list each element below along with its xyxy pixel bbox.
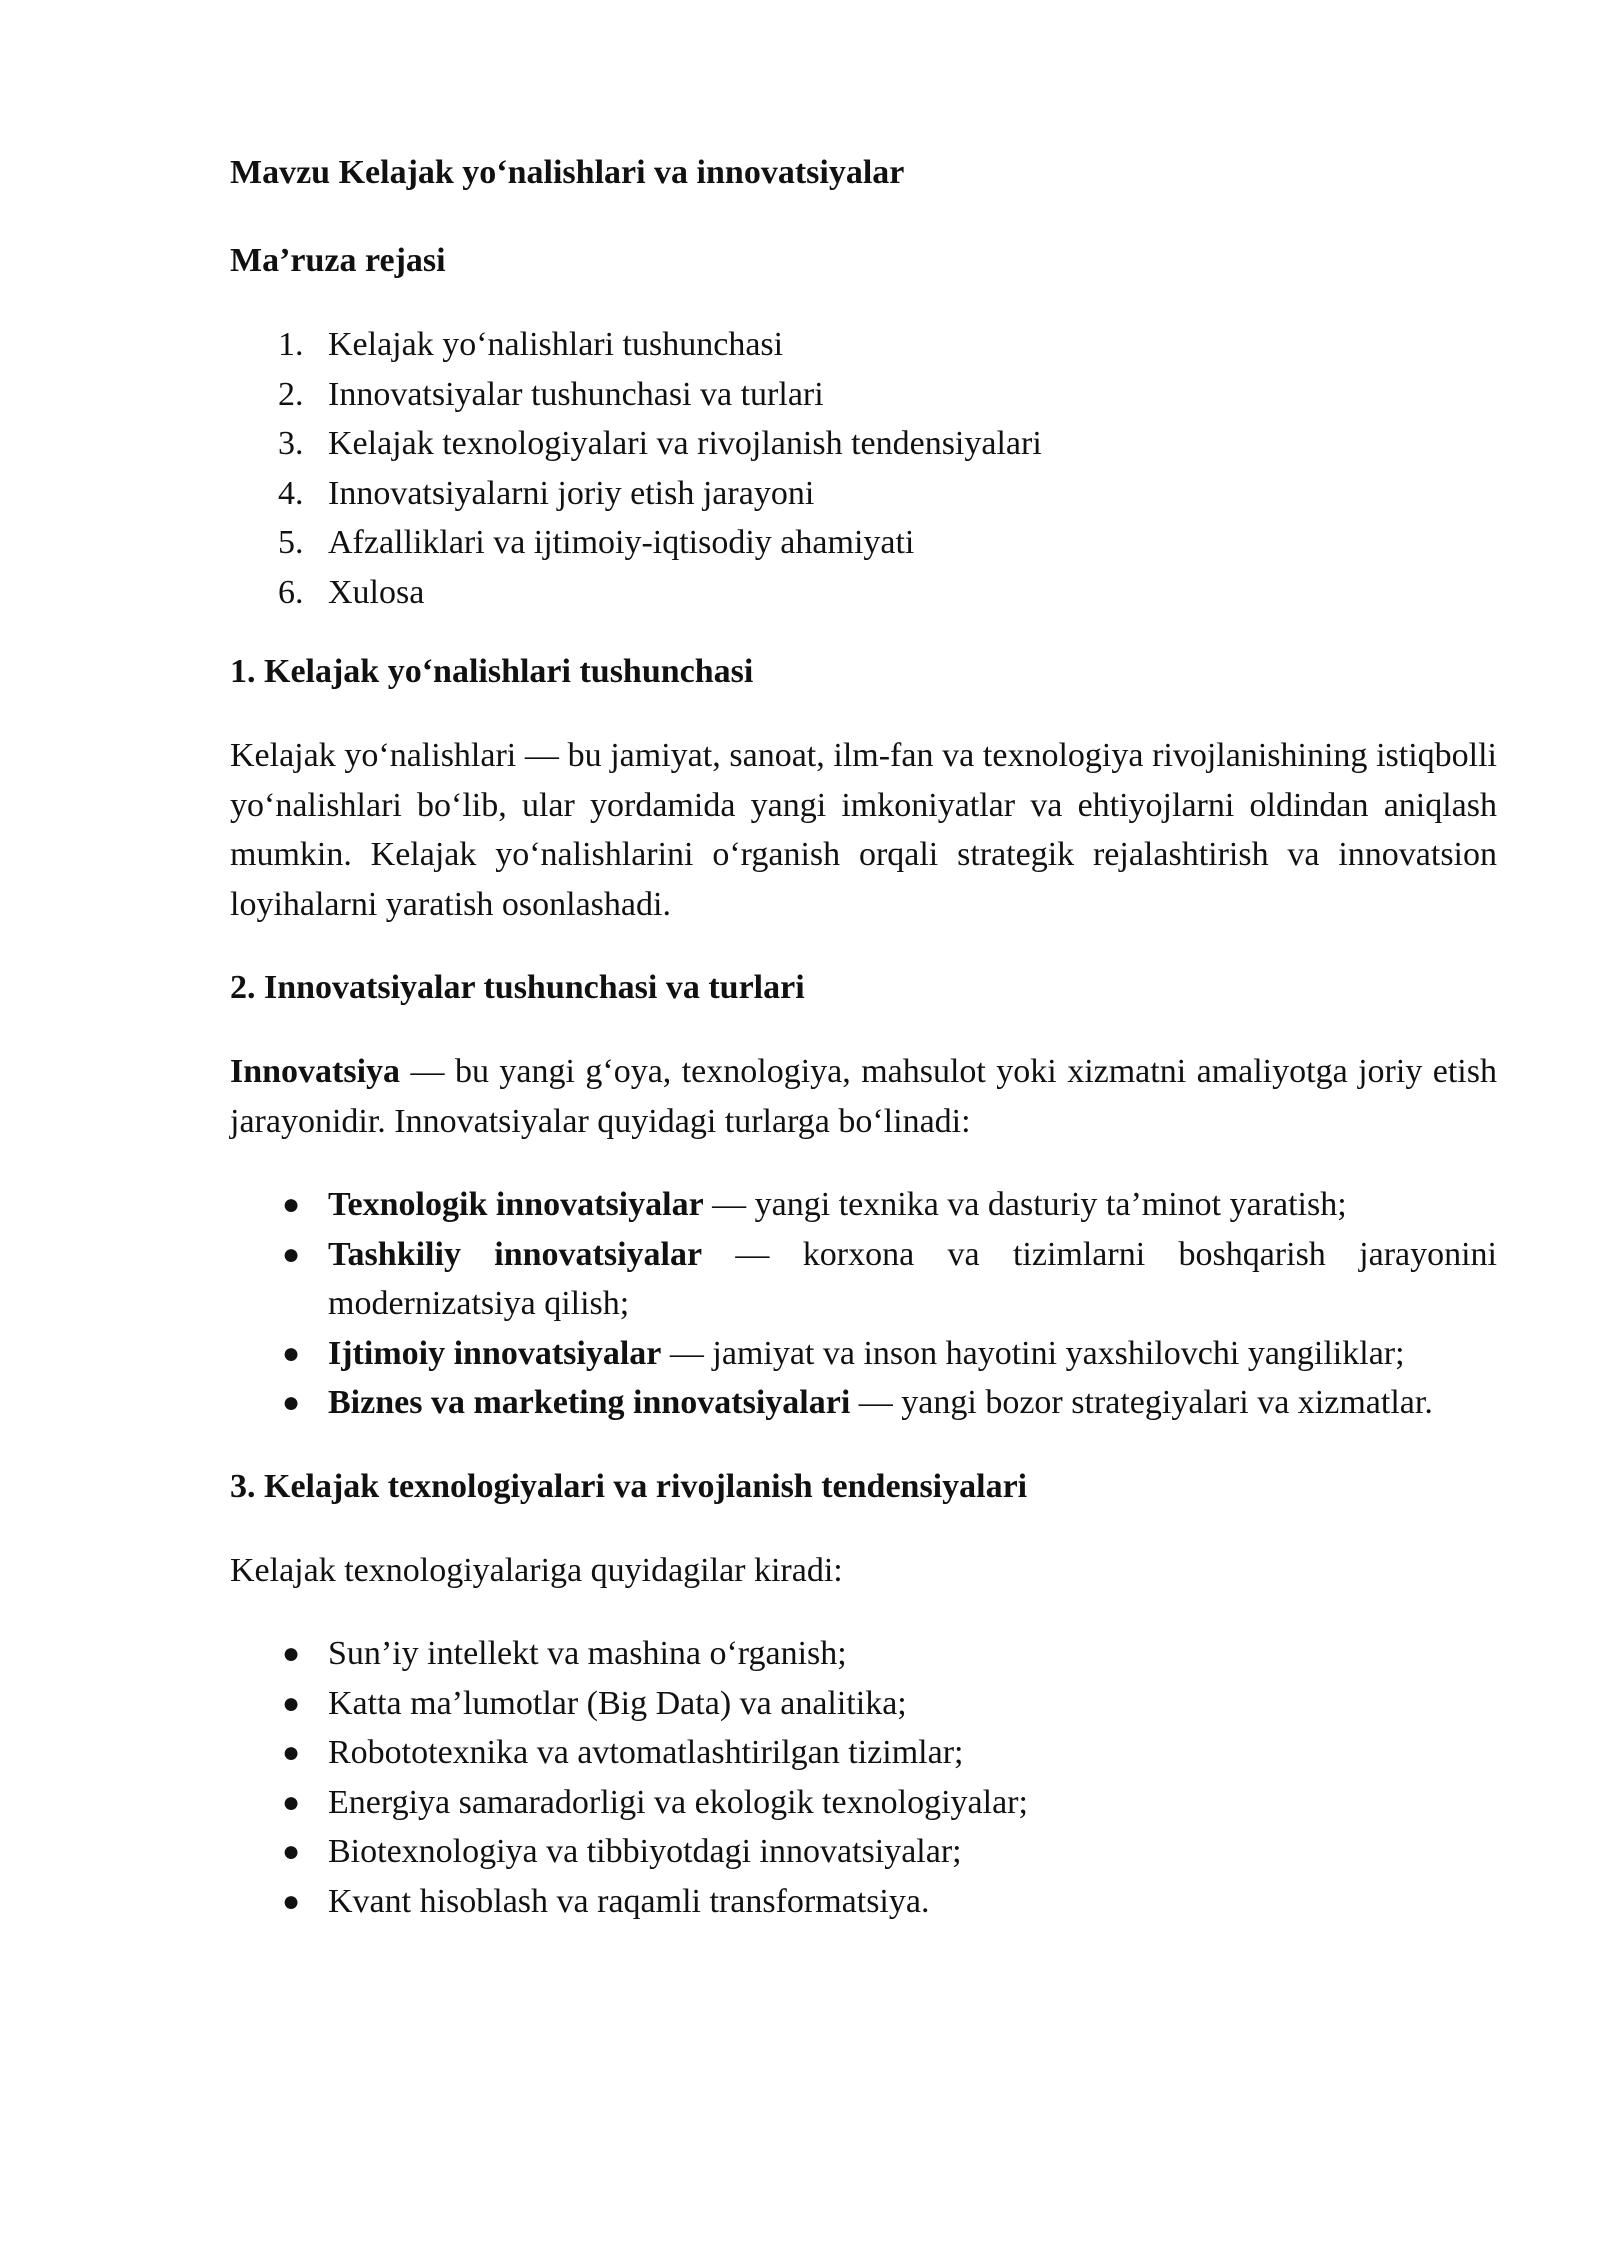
innovation-definition: — bu yangi g‘oya, texnologiya, mahsulot yoki xizmatni amaliyotga joriy etish jarayonidir. Innovatsiyalar quyidagi turlarga bo‘linadi: [230, 1053, 1497, 1140]
plan-item [230, 370, 1497, 420]
plan-item-text: Innovatsiyalar tushunchasi va turlari [328, 375, 824, 413]
plan-item [230, 320, 1497, 370]
plan-item-text: Innovatsiyalarni joriy etish jarayoni [328, 474, 815, 512]
plan-item-text: Kelajak yo‘nalishlari tushunchasi [328, 326, 784, 363]
section1-heading: 1. Kelajak yo‘nalishlari tushunchasi [230, 653, 754, 690]
bullet-icon: ● [282, 1785, 301, 1819]
list-item [230, 1679, 1497, 1729]
bullet-icon: ● [282, 1386, 301, 1419]
bullet-icon: ● [282, 1835, 301, 1868]
list-item-desc: — korxona va tizimlarni boshqarish jarayonini modernizatsiya qilish; [328, 1235, 1497, 1322]
list-item-desc: — yangi texnika va dasturiy ta’minot yaratish; [703, 1186, 1347, 1223]
list-item-term: Biznes va marketing innovatsiyalari [328, 1384, 851, 1421]
bullet-icon: ● [282, 1237, 301, 1271]
plan-item-text: Kelajak texnologiyalari va rivojlanish tendensiyalari [328, 425, 1042, 462]
list-item-desc: — jamiyat va inson hayotini yaxshilovchi yangiliklar; [661, 1334, 1405, 1372]
future-tech-list [230, 1629, 1497, 1926]
section1-paragraph: Kelajak yo‘nalishlari — bu jamiyat, sanoat, ilm-fan va texnologiya rivojlanishining istiqbolli yo‘nalishlari bo‘lib, ular yordamida yangi imkoniyatlar va ehtiyojlarni oldindan aniqlash mumkin. Kelajak yo‘nalishlarini o‘rganish orqali strategik rejalashtirish va innovatsion loyihalarni yaratish osonlashadi. [230, 737, 1497, 923]
bullet-icon: ● [282, 1188, 301, 1221]
list-item [230, 1378, 1497, 1428]
list-item-text: Katta ma’lumotlar (Big Data) va analitika; [328, 1684, 907, 1722]
plan-item-number: 5. [278, 524, 304, 561]
plan-item [230, 518, 1497, 568]
section2-intro [230, 1047, 1497, 1146]
plan-item-number: 4. [278, 474, 304, 512]
list-item-term: Texnologik innovatsiyalar [328, 1186, 704, 1223]
list-item-term: Tashkiliy innovatsiyalar [328, 1235, 703, 1273]
list-item [230, 1728, 1497, 1778]
plan-item-number: 1. [278, 326, 304, 363]
list-item [230, 1329, 1497, 1379]
section2-heading: 2. Innovatsiyalar tushunchasi va turlari [230, 969, 805, 1006]
plan-item [230, 568, 1497, 618]
list-item [230, 1778, 1497, 1828]
plan-item-text: Xulosa [328, 573, 425, 611]
list-item-desc: — yangi bozor strategiyalari va xizmatlar. [850, 1384, 1433, 1421]
bullet-icon: ● [282, 1637, 301, 1670]
list-item-text: Energiya samaradorligi va ekologik texnologiyalar; [328, 1783, 1028, 1821]
section3-intro: Kelajak texnologiyalariga quyidagilar kiradi: [230, 1551, 843, 1589]
bullet-icon: ● [282, 1686, 301, 1720]
bullet-icon: ● [282, 1884, 301, 1918]
list-item [230, 1877, 1497, 1927]
plan-list [230, 320, 1497, 617]
plan-item-text: Afzalliklari va ijtimoiy-iqtisodiy ahamiyati [328, 524, 915, 561]
plan-heading: Ma’ruza rejasi [230, 242, 446, 279]
list-item-text: Sun’iy intellekt va mashina o‘rganish; [328, 1635, 847, 1672]
list-item-text: Kvant hisoblash va raqamli transformatsiya. [328, 1882, 930, 1920]
list-item [230, 1230, 1497, 1329]
document-title: Mavzu Kelajak yo‘nalishlari va innovatsiyalar [230, 154, 905, 191]
innovation-term: Innovatsiya [230, 1053, 401, 1090]
plan-item [230, 419, 1497, 469]
list-item-text: Robototexnika va avtomatlashtirilgan tizimlar; [328, 1734, 964, 1771]
plan-item-number: 6. [278, 573, 304, 611]
section3-heading: 3. Kelajak texnologiyalari va rivojlanish tendensiyalari [230, 1467, 1028, 1505]
innovation-types-list [230, 1180, 1497, 1428]
bullet-icon: ● [282, 1736, 301, 1769]
list-item [230, 1629, 1497, 1679]
list-item [230, 1180, 1497, 1230]
list-item-text: Biotexnologiya va tibbiyotdagi innovatsiyalar; [328, 1833, 962, 1870]
plan-item-number: 2. [278, 375, 304, 413]
plan-item [230, 469, 1497, 519]
plan-item-number: 3. [278, 425, 304, 462]
list-item-term: Ijtimoiy innovatsiyalar [328, 1334, 662, 1372]
list-item [230, 1827, 1497, 1877]
bullet-icon: ● [282, 1336, 301, 1370]
